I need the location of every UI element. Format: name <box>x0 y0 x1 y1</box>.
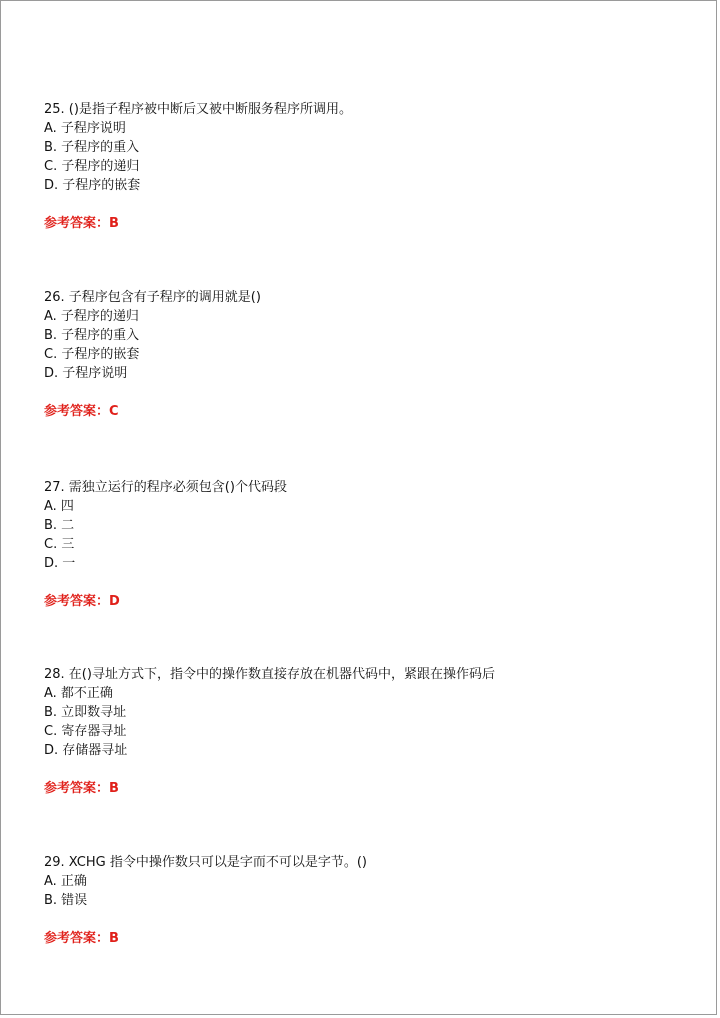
option-b: B. 错误 <box>44 893 88 908</box>
option-b: B. 子程序的重入 <box>44 140 140 155</box>
answer-label: 参考答案： <box>44 404 110 419</box>
question-block <box>44 665 684 798</box>
option-d: D. 子程序的嵌套 <box>44 178 141 193</box>
option-b: B. 立即数寻址 <box>44 705 127 720</box>
question-stem: 26. 子程序包含有子程序的调用就是() <box>44 290 261 305</box>
reference-answer <box>44 779 684 798</box>
answer-value: C <box>109 404 119 419</box>
option-c: C. 子程序的嵌套 <box>44 347 140 362</box>
option-a: A. 子程序的递归 <box>44 309 139 324</box>
reference-answer <box>44 929 684 948</box>
answer-value: D <box>109 594 120 609</box>
option-c: C. 三 <box>44 537 75 552</box>
question-stem: 27. 需独立运行的程序必须包含()个代码段 <box>44 480 287 495</box>
option-d: D. 一 <box>44 556 76 571</box>
option-d: D. 子程序说明 <box>44 366 128 381</box>
option-c: C. 寄存器寻址 <box>44 724 127 739</box>
option-b: B. 二 <box>44 518 75 533</box>
question-stem: 29. XCHG 指令中操作数只可以是字而不可以是字节。() <box>44 855 367 870</box>
question-stem: 28. 在()寻址方式下，指令中的操作数直接存放在机器代码中，紧跟在操作码后 <box>44 667 495 682</box>
answer-value: B <box>109 781 119 796</box>
answer-value: B <box>109 216 119 231</box>
question-block <box>44 100 684 233</box>
reference-answer <box>44 592 684 611</box>
option-a: A. 子程序说明 <box>44 121 126 136</box>
question-block <box>44 853 684 948</box>
option-c: C. 子程序的递归 <box>44 159 140 174</box>
option-a: A. 正确 <box>44 874 87 889</box>
question-block <box>44 288 684 421</box>
option-d: D. 存储器寻址 <box>44 743 128 758</box>
option-a: A. 都不正确 <box>44 686 113 701</box>
answer-label: 参考答案： <box>44 781 110 796</box>
answer-label: 参考答案： <box>44 931 110 946</box>
question-stem: 25. ()是指子程序被中断后又被中断服务程序所调用。 <box>44 102 352 117</box>
option-a: A. 四 <box>44 499 74 514</box>
reference-answer <box>44 402 684 421</box>
answer-label: 参考答案： <box>44 216 110 231</box>
question-block <box>44 478 684 611</box>
answer-label: 参考答案： <box>44 594 110 609</box>
reference-answer <box>44 214 684 233</box>
option-b: B. 子程序的重入 <box>44 328 140 343</box>
answer-value: B <box>109 931 119 946</box>
